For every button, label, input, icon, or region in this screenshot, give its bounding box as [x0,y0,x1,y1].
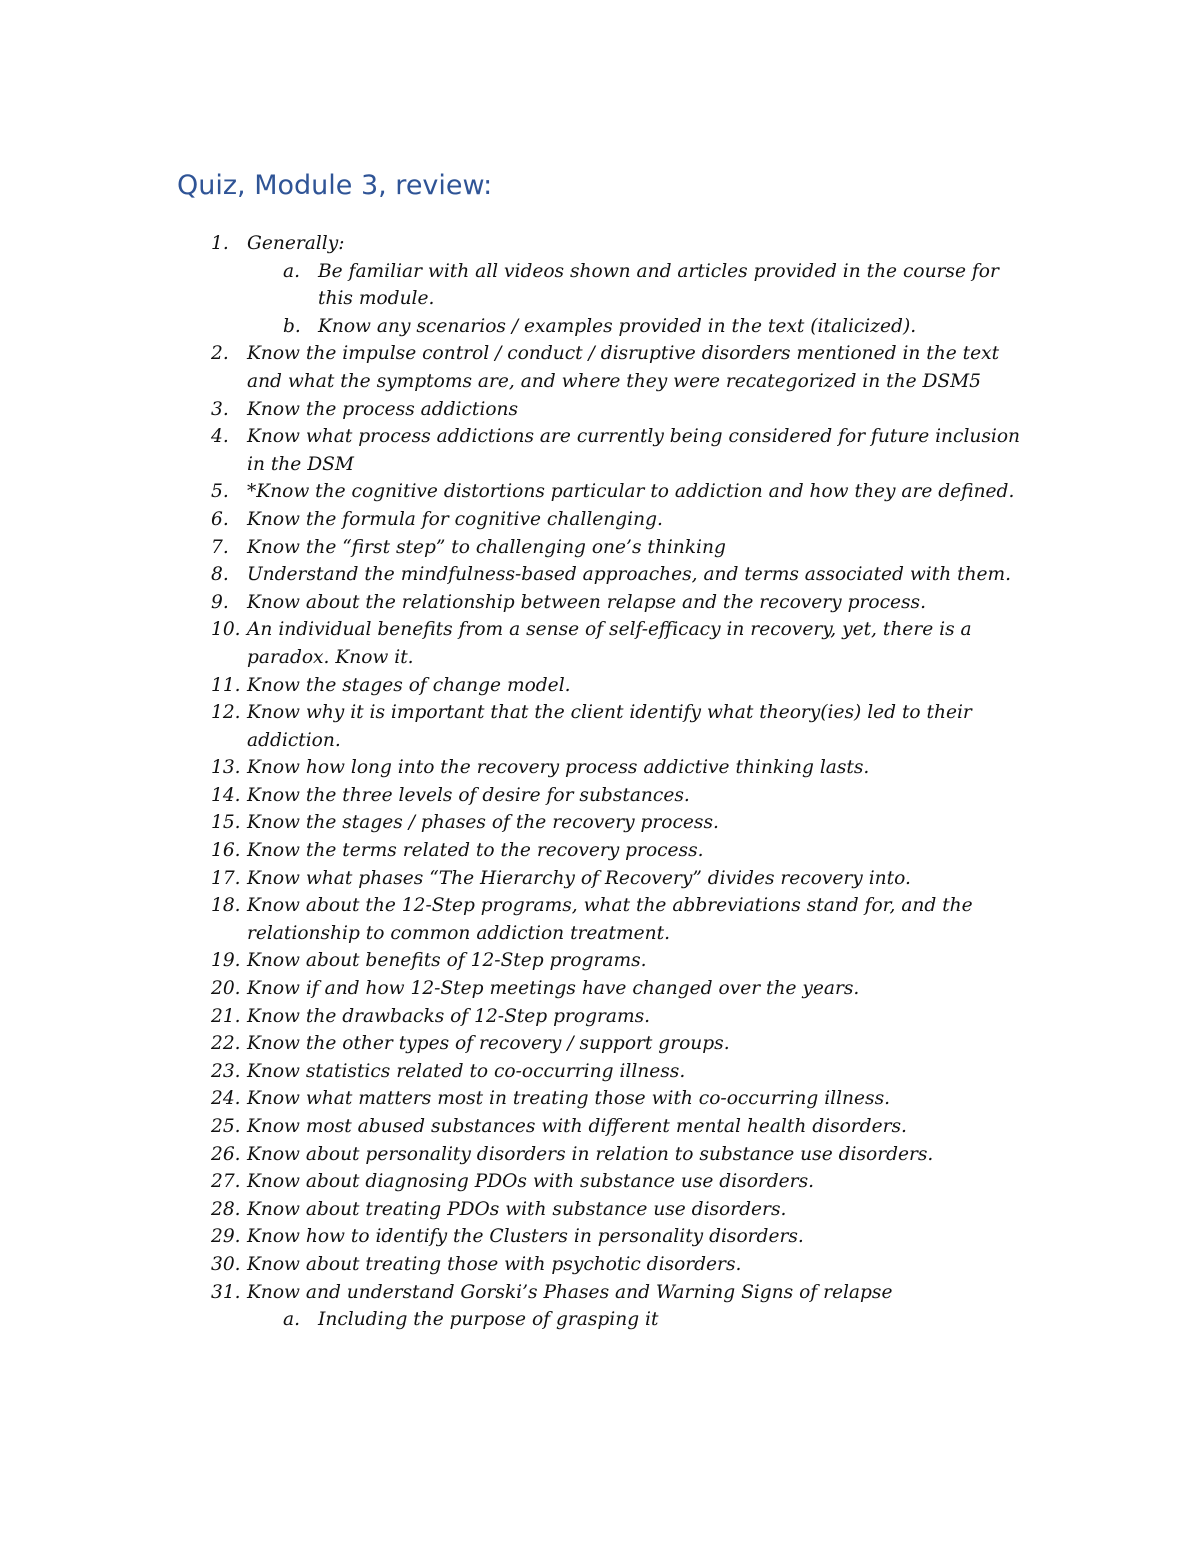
item-number: 16. [211,840,241,862]
list-item [0,1251,1200,1279]
item-number: 6. [211,508,229,530]
item-text: Know how long into the recovery process addictive thinking lasts. [247,757,870,779]
item-number: 27. [211,1171,241,1193]
item-letter: a. [283,260,300,282]
item-text: Know what process addictions are currently being considered for future inclusion in the DSM [247,426,1021,475]
list-item [0,699,1200,754]
list-item [0,892,1200,947]
item-text: Know what matters most in treating those with co-occurring illness. [247,1088,891,1110]
page-title: Quiz, Module 3, review: [177,170,493,201]
sub-list-item [0,258,1200,313]
list-item [0,1003,1200,1031]
item-text: Know the stages of change model. [247,674,571,696]
item-number: 15. [211,812,241,834]
item-text: Know why it is important that the client identify what theory(ies) led to their addiction. [247,702,972,751]
item-number: 28. [211,1198,241,1220]
item-text: Be familiar with all videos shown and articles provided in the course for this module. [318,260,999,310]
item-text: Know about treating PDOs with substance use disorders. [247,1198,787,1220]
list-item [0,865,1200,893]
list-item [0,947,1200,975]
item-number: 30. [211,1253,241,1275]
list-item [0,230,1200,258]
list-item [0,423,1200,478]
list-item [0,616,1200,671]
item-text: Know the drawbacks of 12-Step programs. [247,1005,651,1027]
item-text: Know and understand Gorski’s Phases and Warning Signs of relapse [247,1281,893,1303]
item-text: Know the other types of recovery / support groups. [247,1033,730,1055]
list-item [0,1085,1200,1113]
item-text: Know the formula for cognitive challenging. [247,508,663,530]
item-text: Know about benefits of 12-Step programs. [247,950,647,972]
item-number: 31. [211,1281,241,1303]
sub-list-item [0,1306,1200,1334]
item-text: Know about personality disorders in relation to substance use disorders. [247,1143,934,1165]
list-item [0,1223,1200,1251]
item-text: Generally: [247,233,345,254]
item-number: 26. [211,1143,241,1165]
list-item [0,396,1200,424]
item-number: 24. [211,1088,241,1110]
item-letter: b. [283,315,301,337]
item-number: 18. [211,895,241,917]
list-item [0,754,1200,782]
list-item [0,1279,1200,1307]
item-text: Understand the mindfulness-based approaches, and terms associated with them. [247,564,1012,586]
item-text: Know statistics related to co-occurring illness. [247,1060,686,1082]
item-text: Know how to identify the Clusters in personality disorders. [247,1226,804,1248]
item-text: Know about treating those with psychotic disorders. [247,1253,742,1275]
item-number: 7. [211,536,229,558]
item-number: 3. [211,398,229,420]
list-item [0,534,1200,562]
item-number: 1. [211,233,229,254]
item-number: 22. [211,1033,241,1055]
item-text: Know the impulse control / conduct / disruptive disorders mentioned in the text and what the symptoms are, and where they were recategorized in the DSM5 [247,343,1000,392]
item-text: Know if and how 12-Step meetings have changed over the years. [247,978,860,1000]
item-number: 17. [211,867,241,889]
item-text: Including the purpose of grasping it [318,1309,659,1331]
item-text: Know about the 12-Step programs, what the abbreviations stand for, and the relationship to common addiction treatment. [247,895,973,944]
list-item [0,1168,1200,1196]
item-number: 29. [211,1226,241,1248]
item-number: 2. [211,343,229,365]
item-number: 12. [211,702,241,724]
list-item [0,589,1200,617]
item-number: 20. [211,978,241,1000]
item-text: Know the three levels of desire for substances. [247,784,690,806]
item-text: Know the “first step” to challenging one’s thinking [247,536,726,558]
item-text: Know the process addictions [247,398,519,420]
review-list [0,230,1200,1334]
item-text: Know the terms related to the recovery process. [247,840,704,862]
item-text: Know the stages / phases of the recovery process. [247,812,719,834]
list-item [0,1113,1200,1141]
list-item [0,1196,1200,1224]
item-number: 25. [211,1116,241,1137]
item-text: Know about diagnosing PDOs with substance use disorders. [247,1171,815,1193]
list-item [0,809,1200,837]
item-text: Know most abused substances with different mental health disorders. [247,1116,907,1137]
sub-list-item [0,313,1200,341]
list-item [0,837,1200,865]
item-text: *Know the cognitive distortions particular to addiction and how they are defined. [247,481,1015,503]
item-number: 14. [211,784,241,806]
item-number: 4. [211,426,229,448]
list-item [0,478,1200,506]
item-text: Know about the relationship between relapse and the recovery process. [247,591,926,613]
list-item [0,975,1200,1003]
item-number: 13. [211,757,241,779]
item-letter: a. [283,1309,300,1331]
list-item [0,1030,1200,1058]
list-item [0,1141,1200,1169]
item-number: 23. [211,1060,241,1082]
item-number: 11. [211,674,241,696]
list-item [0,782,1200,810]
item-number: 19. [211,950,241,972]
list-item [0,506,1200,534]
list-item [0,561,1200,589]
item-text: Know any scenarios / examples provided in the text (italicized). [318,315,917,337]
item-number: 8. [211,564,229,586]
item-text: Know what phases “The Hierarchy of Recovery” divides recovery into. [247,867,911,889]
item-text: An individual benefits from a sense of self-efficacy in recovery, yet, there is a paradox. Know it. [247,619,972,668]
list-item [0,340,1200,395]
item-number: 21. [211,1005,241,1027]
item-number: 9. [211,591,229,613]
item-number: 10. [211,619,241,641]
list-item [0,672,1200,700]
item-number: 5. [211,481,229,503]
list-item [0,1058,1200,1086]
